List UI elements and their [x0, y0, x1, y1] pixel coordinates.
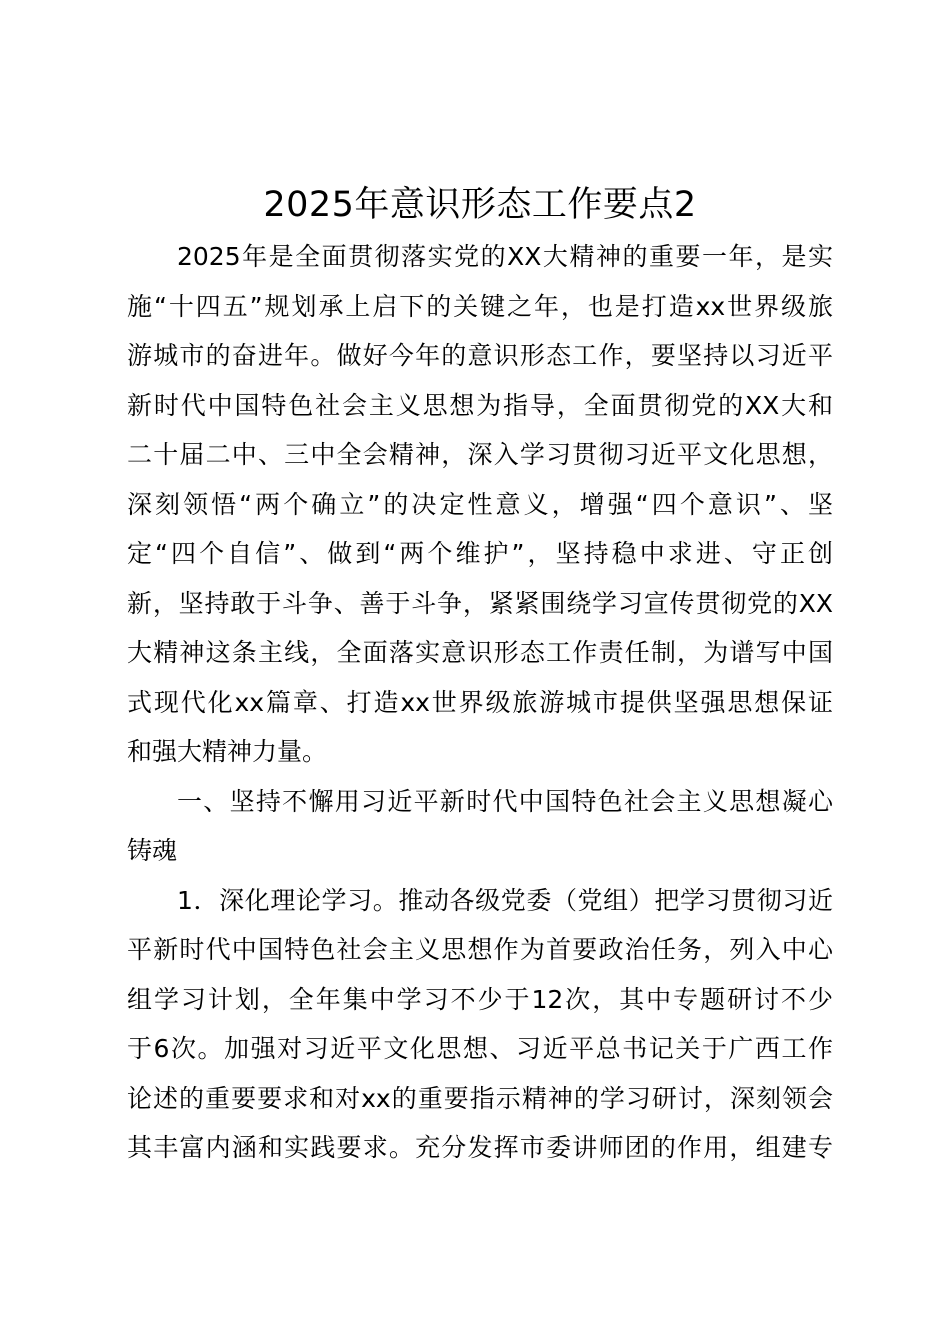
- text-line: 平新时代中国特色社会主义思想作为首要政治任务，列入中心: [127, 935, 833, 964]
- document-title: 2025年意识形态工作要点2: [263, 185, 697, 225]
- text-line: 二十届二中、三中全会精神，深入学习贯彻习近平文化思想，: [127, 440, 833, 469]
- text-line: 其丰富内涵和实践要求。充分发挥市委讲师团的作用，组建专: [127, 1133, 833, 1162]
- text-line: 施“十四五”规划承上启下的关键之年，也是打造xx世界级旅: [127, 291, 833, 321]
- text-line: 和强大精神力量。: [127, 737, 328, 766]
- text-line: 2025年是全面贯彻落实党的XX大精神的重要一年，是实: [177, 242, 833, 271]
- text-line: 大精神这条主线，全面落实意识形态工作责任制，为谱写中国: [127, 638, 833, 667]
- document-page: [127, 183, 833, 1173]
- text-line: 论述的重要要求和对xx的重要指示精神的学习研讨，深刻领会: [127, 1083, 833, 1113]
- paragraph-item-1: [127, 876, 833, 1173]
- text-line: 新时代中国特色社会主义思想为指导，全面贯彻党的XX大和: [127, 390, 833, 420]
- heading-line: 一、坚持不懈用习近平新时代中国特色社会主义思想凝心: [177, 786, 833, 816]
- text-line: 定“四个自信”、做到“两个维护”，坚持稳中求进、守正创: [127, 539, 833, 568]
- text-line: 深刻领悟“两个确立”的决定性意义，增强“四个意识”、坚: [127, 489, 833, 519]
- heading-line: 铸魂: [127, 836, 178, 865]
- text-line: 1．深化理论学习。推动各级党委（党组）把学习贯彻习近: [177, 885, 833, 915]
- paragraph-intro: [127, 232, 833, 777]
- text-line: 于6次。加强对习近平文化思想、习近平总书记关于广西工作: [127, 1034, 833, 1063]
- text-line: 新，坚持敢于斗争、善于斗争，紧紧围绕学习宣传贯彻党的XX: [127, 588, 833, 618]
- text-line: 游城市的奋进年。做好今年的意识形态工作，要坚持以习近平: [127, 341, 833, 370]
- text-line: 组学习计划，全年集中学习不少于12次，其中专题研讨不少: [127, 984, 833, 1014]
- section-heading-1: [127, 777, 833, 876]
- text-line: 式现代化xx篇章、打造xx世界级旅游城市提供坚强思想保证: [127, 687, 833, 717]
